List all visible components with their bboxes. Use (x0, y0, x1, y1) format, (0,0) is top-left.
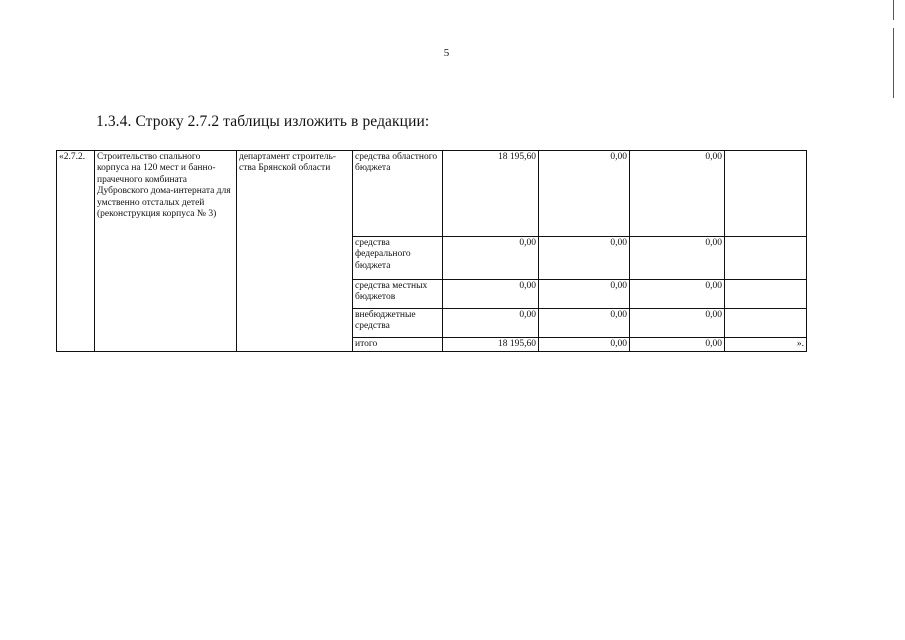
amount-cell: 0,00 (539, 151, 630, 237)
closing-cell (725, 237, 807, 280)
amount-cell: 0,00 (630, 280, 725, 309)
amount-cell: 18 195,60 (443, 338, 539, 352)
budget-table (56, 150, 807, 352)
funding-source-cell: средства областного бюджета (353, 151, 443, 237)
amount-cell: 0,00 (539, 280, 630, 309)
amount-cell: 0,00 (539, 237, 630, 280)
amount-cell: 0,00 (443, 280, 539, 309)
executor-cell: департамент строитель-ства Брянской области (237, 151, 353, 352)
project-name-cell: Строительство спального корпуса на 120 мест и банно-прачечного комбината Дубровского дома-интерната для умственно отсталых детей (реконструкция корпуса № 3) (95, 151, 237, 352)
amount-cell: 0,00 (630, 338, 725, 352)
page-number: 5 (443, 47, 450, 59)
amount-cell: 0,00 (630, 151, 725, 237)
funding-source-cell: итого (353, 338, 443, 352)
scan-edge-line (893, 28, 894, 98)
closing-cell (725, 280, 807, 309)
funding-source-cell: средства федерального бюджета (353, 237, 443, 280)
funding-source-cell: средства местных бюджетов (353, 280, 443, 309)
amount-cell: 0,00 (443, 309, 539, 338)
row-code-cell: «2.7.2. (57, 151, 95, 352)
amount-cell: 0,00 (539, 309, 630, 338)
table-row (57, 151, 807, 237)
funding-source-cell: внебюджетные средства (353, 309, 443, 338)
scan-edge-line (893, 0, 894, 20)
amount-cell: 0,00 (630, 237, 725, 280)
closing-cell: ». (725, 338, 807, 352)
closing-cell (725, 151, 807, 237)
amount-cell: 0,00 (539, 338, 630, 352)
section-heading: 1.3.4. Строку 2.7.2 таблицы изложить в редакции: (96, 113, 430, 130)
amount-cell: 0,00 (630, 309, 725, 338)
amount-cell: 18 195,60 (443, 151, 539, 237)
closing-cell (725, 309, 807, 338)
amount-cell: 0,00 (443, 237, 539, 280)
